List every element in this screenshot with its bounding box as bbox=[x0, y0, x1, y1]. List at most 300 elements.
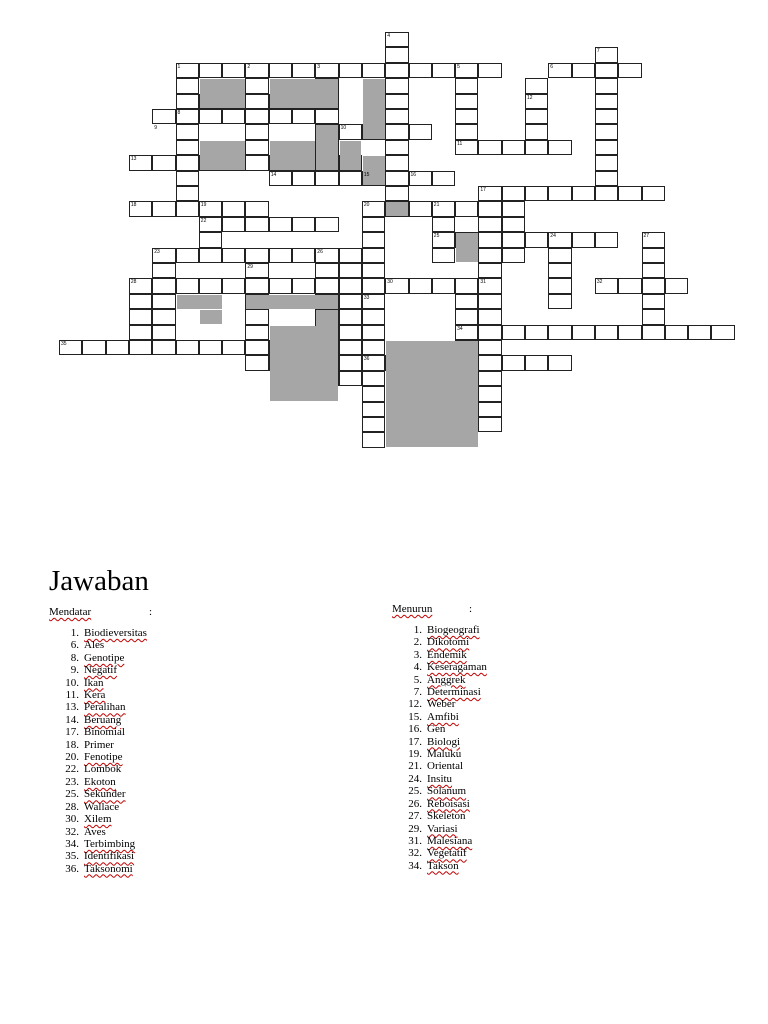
crossword-cell bbox=[339, 355, 362, 370]
shaded-block bbox=[200, 141, 245, 170]
crossword-cell bbox=[292, 217, 315, 232]
crossword-cell bbox=[642, 263, 665, 278]
shaded-block bbox=[270, 79, 338, 108]
crossword-cell bbox=[548, 263, 571, 278]
crossword-cell bbox=[642, 294, 665, 309]
crossword-cell bbox=[292, 278, 315, 293]
shaded-block bbox=[177, 295, 222, 309]
clue-number: 19 bbox=[200, 202, 207, 209]
crossword-cell bbox=[478, 294, 501, 309]
shaded-block bbox=[270, 141, 315, 170]
crossword-cell bbox=[478, 325, 501, 340]
crossword-cell bbox=[478, 355, 501, 370]
crossword-cell bbox=[245, 248, 268, 263]
mendatar-answer-item bbox=[49, 813, 147, 825]
crossword-cell bbox=[385, 155, 408, 170]
answer-word: Takson bbox=[427, 859, 459, 872]
crossword-cell bbox=[478, 417, 501, 432]
crossword-cell bbox=[409, 278, 432, 293]
crossword-cell bbox=[129, 294, 152, 309]
shaded-block bbox=[270, 326, 338, 402]
menurun-answer-item bbox=[392, 649, 487, 661]
answer-word: Binomial bbox=[84, 726, 125, 739]
answer-number: 23. bbox=[65, 775, 79, 788]
clue-number: 1 bbox=[177, 63, 181, 70]
menurun-label: Menurun bbox=[392, 603, 433, 615]
crossword-cell bbox=[245, 278, 268, 293]
crossword-cell bbox=[478, 63, 501, 78]
clue-number: 33 bbox=[363, 294, 370, 301]
crossword-cell bbox=[385, 94, 408, 109]
crossword-cell bbox=[176, 278, 199, 293]
clue-number: 5 bbox=[457, 63, 460, 70]
crossword-cell bbox=[176, 186, 199, 201]
clue-number: 11 bbox=[457, 140, 463, 147]
answer-word: Lombok bbox=[84, 763, 122, 776]
answer-word: Weber bbox=[427, 698, 456, 711]
clue-number: 9 bbox=[154, 125, 157, 132]
crossword-cell bbox=[618, 63, 641, 78]
crossword-cell bbox=[199, 340, 222, 355]
mendatar-answer-item bbox=[49, 639, 147, 651]
crossword-cell bbox=[478, 309, 501, 324]
menurun-answer-item bbox=[392, 636, 487, 648]
crossword-cell bbox=[502, 186, 525, 201]
crossword-cell bbox=[711, 325, 734, 340]
clue-number: 34 bbox=[457, 325, 463, 332]
clue-number: 36 bbox=[363, 356, 370, 363]
crossword-cell bbox=[665, 325, 688, 340]
answer-word: Fenotipe bbox=[84, 751, 123, 764]
answer-number: 12. bbox=[408, 698, 422, 711]
crossword-cell bbox=[199, 109, 222, 124]
crossword-cell bbox=[339, 371, 362, 386]
across-answer-list bbox=[49, 627, 147, 875]
answer-number: 6. bbox=[70, 639, 79, 652]
answer-word: Maluku bbox=[427, 748, 462, 761]
menurun-answer-item bbox=[392, 835, 487, 847]
crossword-cell bbox=[339, 340, 362, 355]
crossword-cell bbox=[502, 325, 525, 340]
crossword-cell bbox=[315, 263, 338, 278]
clue-number: 28 bbox=[130, 279, 137, 286]
menurun-answer-item bbox=[392, 736, 487, 748]
answer-number: 25. bbox=[408, 785, 422, 798]
shaded-block bbox=[200, 310, 222, 324]
menurun-colon: : bbox=[469, 603, 473, 615]
mendatar-answer-item bbox=[49, 763, 147, 775]
mendatar-colon: : bbox=[149, 606, 153, 618]
answer-number: 15. bbox=[408, 710, 422, 723]
clue-number: 24 bbox=[550, 233, 556, 240]
crossword-cell bbox=[269, 109, 292, 124]
answer-number: 20. bbox=[65, 751, 79, 764]
mendatar-answer-item bbox=[49, 689, 147, 701]
crossword-cell bbox=[595, 232, 618, 247]
answer-number: 35. bbox=[65, 850, 79, 863]
answer-number: 22. bbox=[65, 763, 79, 776]
crossword-cell bbox=[339, 171, 362, 186]
crossword-cell bbox=[525, 78, 548, 93]
crossword-cell bbox=[525, 355, 548, 370]
crossword-cell bbox=[478, 217, 501, 232]
crossword-cell bbox=[548, 248, 571, 263]
crossword-cell bbox=[595, 325, 618, 340]
answer-number: 32. bbox=[408, 847, 422, 860]
crossword-cell bbox=[385, 47, 408, 62]
answer-number: 14. bbox=[65, 713, 79, 726]
crossword-cell bbox=[455, 294, 478, 309]
menurun-answer-item bbox=[392, 773, 487, 785]
answer-number: 5. bbox=[413, 673, 422, 686]
answer-heading: Jawaban bbox=[49, 565, 149, 597]
mendatar-answer-item bbox=[49, 838, 147, 850]
crossword-cell bbox=[292, 248, 315, 263]
answer-word: Biogeografi bbox=[427, 624, 480, 636]
answer-word: Oriental bbox=[427, 760, 464, 773]
crossword-cell bbox=[455, 124, 478, 139]
answer-word: Ekoton bbox=[84, 775, 116, 788]
crossword-cell bbox=[152, 201, 175, 216]
answer-number: 3. bbox=[413, 648, 422, 661]
answer-word: Negatif bbox=[84, 664, 117, 677]
answer-word: Kera bbox=[84, 689, 106, 702]
answer-number: 17. bbox=[65, 726, 79, 739]
menurun-answer-item bbox=[392, 860, 487, 872]
crossword-cell bbox=[362, 386, 385, 401]
crossword-cell bbox=[245, 201, 268, 216]
crossword-cell bbox=[595, 155, 618, 170]
menurun-answer-item bbox=[392, 823, 487, 835]
crossword-cell bbox=[152, 325, 175, 340]
clue-number: 12 bbox=[527, 94, 533, 101]
crossword-cell bbox=[129, 340, 152, 355]
clue-number: 23 bbox=[154, 248, 160, 255]
crossword-grid bbox=[0, 0, 768, 500]
crossword-cell bbox=[339, 248, 362, 263]
crossword-cell bbox=[339, 278, 362, 293]
crossword-cell bbox=[245, 155, 268, 170]
answer-word: Sekunder bbox=[84, 788, 126, 801]
crossword-cell bbox=[152, 263, 175, 278]
crossword-cell bbox=[362, 263, 385, 278]
crossword-cell bbox=[548, 355, 571, 370]
answer-word: Xilem bbox=[84, 813, 112, 826]
crossword-cell bbox=[688, 325, 711, 340]
crossword-cell bbox=[548, 140, 571, 155]
crossword-cell bbox=[152, 155, 175, 170]
crossword-cell bbox=[478, 371, 501, 386]
crossword-cell bbox=[176, 78, 199, 93]
shaded-block bbox=[363, 79, 385, 139]
crossword-cell bbox=[222, 201, 245, 216]
crossword-cell bbox=[245, 217, 268, 232]
answer-word: Dikotomi bbox=[427, 636, 470, 649]
answer-word: Wallace bbox=[84, 800, 120, 813]
crossword-cell bbox=[362, 340, 385, 355]
answer-word: Biologi bbox=[427, 735, 461, 748]
crossword-cell bbox=[548, 186, 571, 201]
menurun-answer-item bbox=[392, 748, 487, 760]
crossword-cell bbox=[292, 109, 315, 124]
crossword-cell bbox=[642, 325, 665, 340]
clue-number: 35 bbox=[61, 341, 67, 347]
shaded-block bbox=[363, 156, 385, 185]
mendatar-answer-item bbox=[49, 863, 147, 875]
crossword-cell bbox=[595, 124, 618, 139]
answer-word: Peralihan bbox=[84, 701, 126, 714]
clue-number: 20 bbox=[363, 202, 370, 209]
crossword-cell bbox=[245, 355, 268, 370]
crossword-cell bbox=[199, 63, 222, 78]
crossword-cell bbox=[478, 232, 501, 247]
mendatar-answer-item bbox=[49, 677, 147, 689]
crossword-cell bbox=[269, 278, 292, 293]
crossword-cell bbox=[362, 217, 385, 232]
crossword-cell bbox=[152, 340, 175, 355]
answer-word: Gen bbox=[427, 723, 446, 736]
crossword-cell bbox=[502, 355, 525, 370]
crossword-cell bbox=[455, 201, 478, 216]
mendatar-label: Mendatar bbox=[49, 606, 92, 618]
clue-number: 3 bbox=[317, 63, 321, 70]
crossword-cell bbox=[269, 217, 292, 232]
answer-word: Identifikasi bbox=[84, 850, 135, 863]
shaded-block bbox=[456, 233, 478, 262]
crossword-cell bbox=[432, 278, 455, 293]
crossword-cell bbox=[176, 340, 199, 355]
answer-number: 32. bbox=[65, 825, 79, 838]
shaded-block bbox=[246, 295, 338, 309]
crossword-cell bbox=[176, 140, 199, 155]
shaded-block bbox=[386, 341, 478, 447]
crossword-cell bbox=[525, 186, 548, 201]
crossword-cell bbox=[199, 278, 222, 293]
crossword-cell bbox=[222, 109, 245, 124]
crossword-cell bbox=[409, 63, 432, 78]
crossword-cell bbox=[478, 263, 501, 278]
answer-word: Endemik bbox=[427, 648, 467, 661]
clue-number: 17 bbox=[480, 187, 486, 193]
crossword-cell bbox=[362, 325, 385, 340]
crossword-cell bbox=[199, 232, 222, 247]
clue-number: 6 bbox=[550, 63, 554, 70]
crossword-cell bbox=[595, 186, 618, 201]
crossword-cell bbox=[385, 186, 408, 201]
crossword-cell bbox=[176, 155, 199, 170]
answer-number: 21. bbox=[408, 760, 422, 773]
crossword-cell bbox=[129, 325, 152, 340]
answer-number: 17. bbox=[408, 735, 422, 748]
clue-number: 21 bbox=[433, 202, 440, 209]
crossword-cell bbox=[455, 109, 478, 124]
crossword-cell bbox=[572, 232, 595, 247]
crossword-cell bbox=[432, 63, 455, 78]
answer-number: 36. bbox=[65, 862, 79, 875]
answer-word: Solanum bbox=[427, 785, 467, 798]
mendatar-answer-item bbox=[49, 726, 147, 738]
answer-number: 7. bbox=[413, 686, 422, 699]
answer-number: 34. bbox=[408, 859, 422, 872]
crossword-cell bbox=[409, 124, 432, 139]
crossword-cell bbox=[478, 201, 501, 216]
crossword-cell bbox=[269, 63, 292, 78]
crossword-cell bbox=[385, 109, 408, 124]
answer-number: 19. bbox=[408, 748, 422, 761]
crossword-cell bbox=[362, 248, 385, 263]
answer-number: 10. bbox=[65, 676, 79, 689]
crossword-cell bbox=[642, 186, 665, 201]
shaded-block bbox=[316, 125, 338, 170]
answer-number: 9. bbox=[70, 664, 79, 677]
crossword-cell bbox=[362, 371, 385, 386]
crossword-cell bbox=[245, 340, 268, 355]
clue-number: 4 bbox=[387, 33, 390, 39]
menurun-answer-item bbox=[392, 624, 487, 636]
crossword-cell bbox=[478, 248, 501, 263]
answer-number: 26. bbox=[408, 797, 422, 810]
crossword-cell bbox=[222, 63, 245, 78]
crossword-cell bbox=[525, 124, 548, 139]
crossword-cell bbox=[478, 140, 501, 155]
clue-number: 32 bbox=[596, 279, 603, 286]
clue-number: 15 bbox=[363, 171, 370, 178]
crossword-cell bbox=[502, 248, 525, 263]
clue-number: 16 bbox=[410, 171, 417, 178]
crossword-cell bbox=[385, 63, 408, 78]
answer-number: 4. bbox=[413, 661, 422, 674]
crossword-cell bbox=[176, 201, 199, 216]
crossword-cell bbox=[245, 109, 268, 124]
crossword-cell bbox=[176, 171, 199, 186]
crossword-cell bbox=[502, 140, 525, 155]
menurun-answer-item bbox=[392, 847, 487, 859]
crossword-cell bbox=[525, 109, 548, 124]
menurun-answer-item bbox=[392, 723, 487, 735]
crossword-cell bbox=[642, 248, 665, 263]
clue-number: 13 bbox=[130, 156, 137, 163]
mendatar-answer-item bbox=[49, 739, 147, 751]
clue-number: 27 bbox=[643, 233, 650, 240]
crossword-cell bbox=[222, 340, 245, 355]
crossword-cell bbox=[478, 340, 501, 355]
crossword-cell bbox=[618, 325, 641, 340]
clue-number: 30 bbox=[387, 279, 393, 286]
crossword-cell bbox=[572, 63, 595, 78]
clue-number: 7 bbox=[596, 48, 600, 55]
mendatar-answer-item bbox=[49, 850, 147, 862]
crossword-cell bbox=[222, 278, 245, 293]
crossword-cell bbox=[665, 278, 688, 293]
crossword-cell bbox=[176, 248, 199, 263]
answer-word: Malesiana bbox=[427, 834, 473, 847]
crossword-cell bbox=[152, 278, 175, 293]
crossword-cell bbox=[152, 109, 175, 124]
crossword-cell bbox=[618, 278, 641, 293]
clue-number: 25 bbox=[433, 233, 440, 240]
clue-number: 10 bbox=[340, 125, 347, 132]
crossword-cell bbox=[362, 278, 385, 293]
answer-number: 1. bbox=[413, 624, 422, 636]
answer-word: Anggrek bbox=[427, 673, 466, 686]
clue-number: 31 bbox=[480, 279, 486, 286]
clue-number: 29 bbox=[247, 264, 253, 270]
crossword-cell bbox=[595, 78, 618, 93]
crossword-cell bbox=[642, 309, 665, 324]
answer-word: Ales bbox=[84, 639, 105, 652]
crossword-cell bbox=[455, 309, 478, 324]
answer-word: Determinasi bbox=[427, 686, 481, 699]
answer-number: 11. bbox=[65, 689, 79, 702]
crossword-cell bbox=[455, 78, 478, 93]
answer-word: Variasi bbox=[427, 822, 458, 835]
crossword-cell bbox=[339, 63, 362, 78]
crossword-cell bbox=[385, 140, 408, 155]
clue-number: 2 bbox=[247, 63, 251, 70]
crossword-cell bbox=[432, 248, 455, 263]
crossword-cell bbox=[315, 278, 338, 293]
clue-number: 8 bbox=[177, 110, 181, 116]
answer-number: 2. bbox=[413, 636, 422, 649]
crossword-cell bbox=[548, 294, 571, 309]
answer-number: 16. bbox=[408, 723, 422, 736]
crossword-cell bbox=[525, 140, 548, 155]
menurun-answer-item bbox=[392, 785, 487, 797]
clue-number: 26 bbox=[317, 248, 323, 255]
crossword-cell bbox=[385, 78, 408, 93]
crossword-cell bbox=[129, 309, 152, 324]
crossword-cell bbox=[339, 294, 362, 309]
mendatar-answer-item bbox=[49, 776, 147, 788]
crossword-cell bbox=[245, 140, 268, 155]
crossword-cell bbox=[362, 432, 385, 447]
crossword-cell bbox=[245, 325, 268, 340]
crossword-cell bbox=[362, 402, 385, 417]
crossword-cell bbox=[385, 124, 408, 139]
mendatar-answer-item bbox=[49, 627, 147, 639]
shaded-block bbox=[340, 141, 362, 170]
crossword-cell bbox=[315, 171, 338, 186]
answer-number: 24. bbox=[408, 772, 422, 785]
crossword-cell bbox=[292, 171, 315, 186]
mendatar-answer-item bbox=[49, 751, 147, 763]
answer-word: Amfibi bbox=[427, 710, 459, 723]
menurun-answer-item bbox=[392, 810, 487, 822]
answer-number: 29. bbox=[408, 822, 422, 835]
mendatar-answer-item bbox=[49, 701, 147, 713]
mendatar-answer-item bbox=[49, 664, 147, 676]
answer-number: 13. bbox=[65, 701, 79, 714]
menurun-answer-item bbox=[392, 711, 487, 723]
crossword-cell bbox=[245, 94, 268, 109]
crossword-cell bbox=[362, 63, 385, 78]
crossword-cell bbox=[152, 309, 175, 324]
answer-number: 1. bbox=[70, 627, 79, 639]
answer-number: 34. bbox=[65, 837, 79, 850]
clue-number: 14 bbox=[270, 171, 277, 178]
mendatar-answer-item bbox=[49, 826, 147, 838]
answer-word: Taksonomi bbox=[84, 862, 133, 875]
answer-word: Genotipe bbox=[84, 651, 125, 664]
answer-number: 8. bbox=[70, 651, 79, 664]
answer-number: 25. bbox=[65, 788, 79, 801]
crossword-cell bbox=[548, 278, 571, 293]
crossword-cell bbox=[595, 140, 618, 155]
answer-number: 28. bbox=[65, 800, 79, 813]
crossword-cell bbox=[176, 94, 199, 109]
answer-word: Beruang bbox=[84, 713, 122, 726]
crossword-cell bbox=[385, 171, 408, 186]
